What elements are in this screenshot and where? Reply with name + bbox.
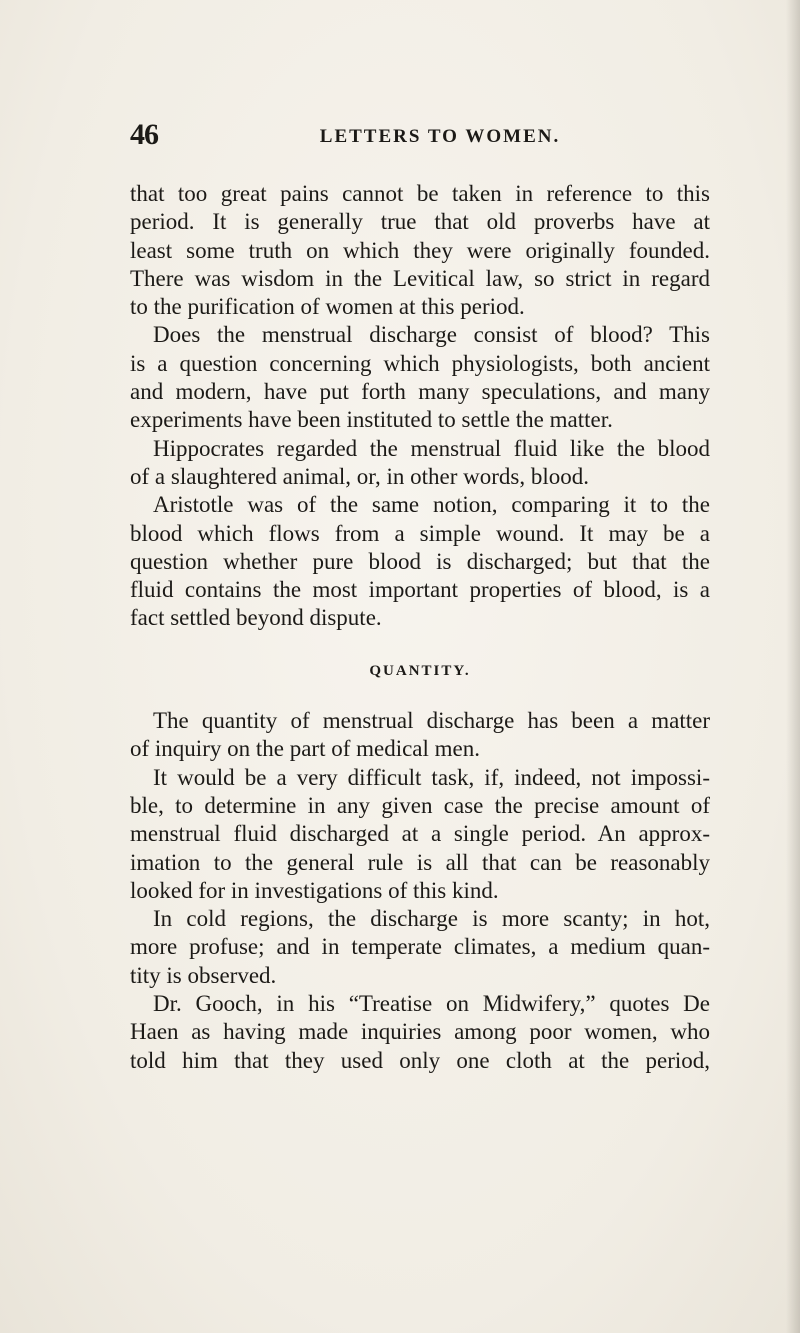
text-line: blood which flows from a simple wound. It may be a xyxy=(130,520,710,546)
page-edge-shadow xyxy=(786,0,800,1333)
running-title: LETTERS TO WOMEN. xyxy=(319,126,561,147)
text-line: to the purification of women at this period. xyxy=(130,294,525,320)
text-line: The quantity of menstrual discharge has been a matter xyxy=(153,708,710,734)
text-line: imation to the general rule is all that can be reasonably xyxy=(130,849,710,875)
text-line: Does the menstrual discharge consist of blood? This xyxy=(153,322,710,348)
text-line: told him that they used only one cloth at the period, xyxy=(130,1047,710,1073)
page-number: 46 xyxy=(130,118,158,151)
text-line: more profuse; and in temperate climates, a medium quan- xyxy=(130,934,710,960)
text-line: There was wisdom in the Levitical law, so strict in regard xyxy=(130,265,710,291)
text-line: fact settled beyond dispute. xyxy=(130,605,382,631)
page-header xyxy=(130,118,710,158)
text-line: and modern, have put forth many speculations, and many xyxy=(130,379,710,405)
text-line: Aristotle was of the same notion, comparing it to the xyxy=(153,492,710,518)
text-line: In cold regions, the discharge is more scanty; in hot, xyxy=(153,906,710,932)
text-block-before-heading xyxy=(130,180,710,633)
text-line: looked for in investigations of this kind. xyxy=(130,877,499,903)
text-line: that too great pains cannot be taken in reference to this xyxy=(130,181,710,206)
text-line: question whether pure blood is discharged; but that the xyxy=(130,548,710,574)
text-line: period. It is generally true that old proverbs have at xyxy=(130,209,710,235)
text-line: is a question concerning which physiologists, both ancient xyxy=(130,350,710,376)
text-line: Hippocrates regarded the menstrual fluid like the blood xyxy=(153,435,710,461)
text-line: tity is observed. xyxy=(130,962,277,988)
text-line: ble, to determine in any given case the precise amount of xyxy=(130,792,710,818)
text-line: Haen as having made inquiries among poor women, who xyxy=(130,1019,710,1045)
text-line: experiments have been instituted to settle the matter. xyxy=(130,407,613,433)
section-heading: QUANTITY. xyxy=(369,662,471,679)
text-line: least some truth on which they were originally founded. xyxy=(130,237,710,263)
text-line: It would be a very difficult task, if, indeed, not impossi- xyxy=(153,764,710,790)
text-line: of inquiry on the part of medical men. xyxy=(130,736,481,762)
text-line: of a slaughtered animal, or, in other words, blood. xyxy=(130,463,589,489)
text-line: menstrual fluid discharged at a single period. An approx- xyxy=(130,821,710,847)
text-line: Dr. Gooch, in his “Treatise on Midwifery,” quotes De xyxy=(153,991,710,1017)
body-text xyxy=(130,180,710,1075)
text-block-after-heading xyxy=(130,707,710,1075)
text-line: fluid contains the most important properties of blood, is a xyxy=(130,577,710,603)
